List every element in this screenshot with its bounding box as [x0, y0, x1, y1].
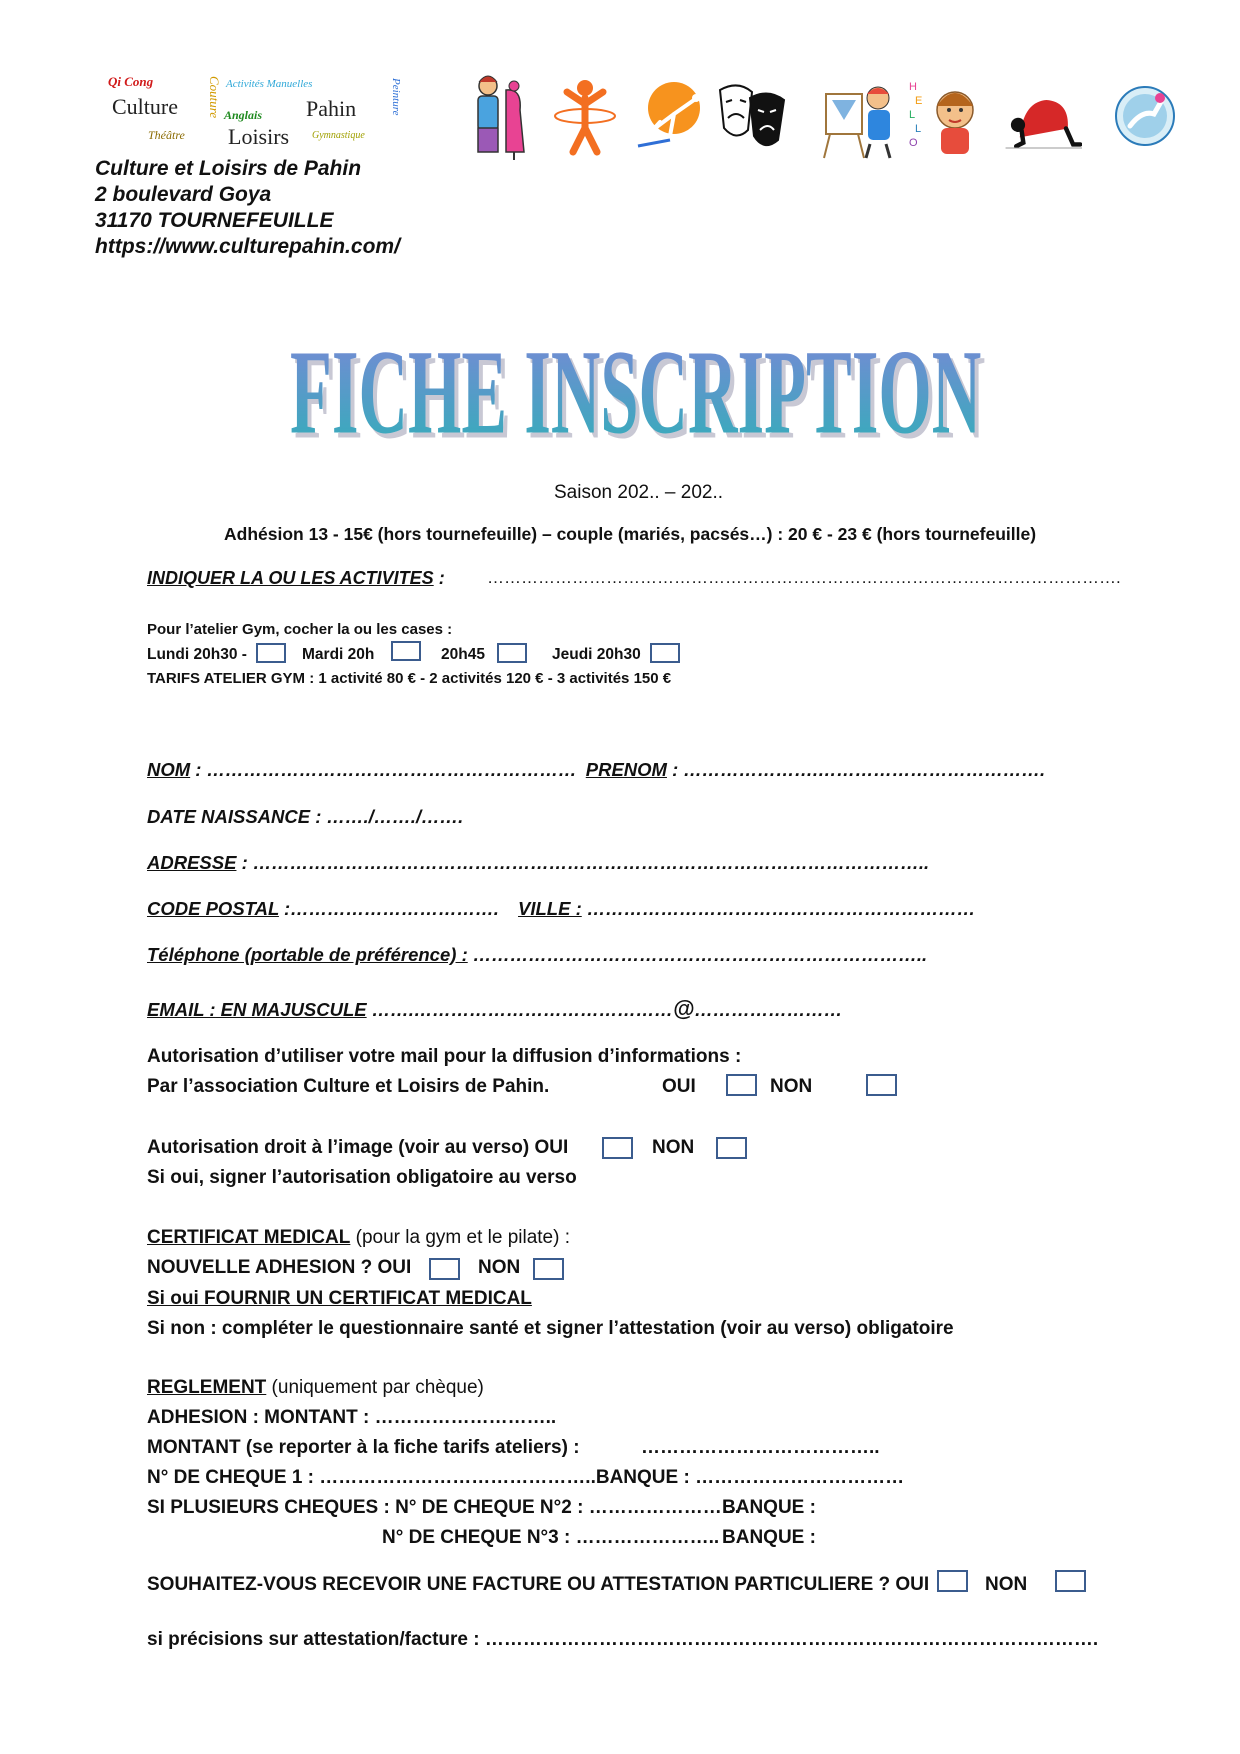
email-domain-field[interactable]: ……………………: [694, 999, 843, 1020]
logo-qi-cong: Qi Cong: [108, 74, 154, 89]
nom-field[interactable]: : ……………………………………………………: [190, 759, 577, 780]
nouvelle-adhesion-oui-checkbox[interactable]: [429, 1258, 460, 1280]
form-title-text: FICHE INSCRIPTION: [290, 324, 982, 455]
image-autorisation-line2: Si oui, signer l’autorisation obligatoire au verso: [147, 1167, 577, 1188]
reglement-label: REGLEMENT: [147, 1377, 267, 1398]
svg-text:L: L: [915, 123, 922, 135]
form-title: [290, 305, 1010, 455]
logo-theatre: Théâtre: [148, 128, 185, 142]
image-non-checkbox[interactable]: [716, 1137, 747, 1159]
reglement-banque3: BANQUE :: [722, 1527, 816, 1548]
nouvelle-adhesion-non-checkbox[interactable]: [533, 1258, 564, 1280]
mail-oui-checkbox[interactable]: [726, 1074, 757, 1096]
reglement-cheque2[interactable]: SI PLUSIEURS CHEQUES : N° DE CHEQUE N°2 : ……………………: [147, 1497, 741, 1518]
logo-culture: Culture: [112, 94, 178, 119]
association-logo: [104, 72, 414, 156]
reglement-rest: (uniquement par chèque): [266, 1377, 484, 1398]
prenom-field[interactable]: : ………………….……………………………….: [666, 759, 1046, 780]
reglement-adhesion-montant[interactable]: ADHESION : MONTANT : ………………………..: [147, 1407, 557, 1428]
cp-ville-row: [147, 898, 975, 920]
activites-sep: :: [433, 568, 445, 588]
adresse-field[interactable]: : ………………………………………………………………………………………………..: [236, 852, 930, 873]
svg-text:E: E: [915, 95, 923, 107]
facture-oui-checkbox[interactable]: [937, 1570, 968, 1592]
svg-text:O: O: [909, 137, 918, 149]
email-field[interactable]: …….……………………………………: [366, 999, 673, 1020]
certificat-si-oui: Si oui FOURNIR UN CERTIFICAT MEDICAL: [147, 1288, 532, 1309]
hello-child-icon: [905, 70, 985, 162]
gym-jeudi-label: Jeudi 20h30: [552, 646, 641, 663]
reglement-montant-field[interactable]: ………………………………..: [641, 1437, 880, 1458]
logo-activites-manuelles: Activités Manuelles: [226, 78, 313, 90]
adresse-row: [147, 852, 929, 874]
activites-field[interactable]: ………………………………………………………………………………………………….: [487, 568, 1121, 587]
facture-non-label: NON: [985, 1574, 1028, 1595]
ville-field[interactable]: ………………………………………………………: [581, 898, 976, 919]
image-non-label: NON: [652, 1137, 695, 1158]
telephone-row: [147, 944, 927, 966]
logo-couture: Couture: [207, 76, 222, 119]
reglement-row: [147, 1377, 484, 1399]
facture-precisions[interactable]: si précisions sur attestation/facture : …………………………………………………………………………………….: [147, 1629, 1099, 1650]
gym-lundi-checkbox[interactable]: [256, 643, 286, 663]
logo-peinture: Peinture: [390, 78, 402, 116]
ville-label: VILLE :: [518, 898, 582, 919]
email-hint: EN MAJUSCULE: [215, 999, 367, 1020]
org-website: https://www.culturepahin.com/: [95, 235, 400, 258]
reglement-banque2: BANQUE :: [722, 1497, 816, 1518]
mail-autorisation-line1: Autorisation d’utiliser votre mail pour la diffusion d’informations :: [147, 1046, 742, 1067]
email-at-sign: @: [672, 996, 695, 1021]
gym-mardi-checkbox[interactable]: [391, 641, 421, 661]
logo-loisirs: Loisirs: [228, 124, 290, 149]
adresse-label: ADRESSE: [147, 852, 237, 873]
org-street: 2 boulevard Goya: [95, 183, 272, 206]
mail-non-label: NON: [770, 1076, 813, 1097]
gym-2045-label: 20h45: [441, 646, 485, 663]
nom-label: NOM: [147, 759, 191, 780]
reglement-cheque3[interactable]: N° DE CHEQUE N°3 : …………………..: [382, 1527, 720, 1548]
adhesion-line: Adhésion 13 - 15€ (hors tournefeuille) – couple (mariés, pacsés…) : 20 € - 23 € (hors tournefeuille): [224, 524, 1037, 544]
nouvelle-adhesion-label: NOUVELLE ADHESION ? OUI: [147, 1257, 412, 1278]
org-name: Culture et Loisirs de Pahin: [95, 157, 362, 180]
image-autorisation-line1: Autorisation droit à l’image (voir au verso) OUI: [147, 1137, 569, 1158]
certificat-label: CERTIFICAT MEDICAL: [147, 1227, 351, 1248]
activites-row: [147, 568, 445, 589]
org-city: 31170 TOURNEFEUILLE: [95, 209, 334, 232]
gym-lundi-label: Lundi 20h30 -: [147, 646, 247, 663]
reglement-cheque1[interactable]: N° DE CHEQUE 1 : ……………………………………..BANQUE : ……………………………: [147, 1467, 905, 1488]
email-row: [147, 996, 842, 1022]
date-naissance-field[interactable]: DATE NAISSANCE : ……./……./…….: [147, 806, 464, 827]
email-label: EMAIL :: [147, 999, 216, 1020]
certificat-si-non: Si non : compléter le questionnaire santé et signer l’attestation (voir au verso) obligatoire: [147, 1318, 954, 1339]
gym-jeudi-checkbox[interactable]: [650, 643, 680, 663]
painter-child-icon: [820, 70, 900, 162]
gym-figure-icon: [630, 70, 710, 162]
hoop-dancer-icon: [545, 70, 625, 162]
gym-2045-checkbox[interactable]: [497, 643, 527, 663]
gym-tarifs: TARIFS ATELIER GYM : 1 activité 80 € - 2 activités 120 € - 3 activités 150 €: [147, 670, 672, 687]
mail-oui-label: OUI: [662, 1076, 696, 1097]
telephone-field[interactable]: ………………………………………………………………..: [467, 944, 928, 965]
logo-pahin: Pahin: [306, 96, 357, 121]
activites-label: INDIQUER LA OU LES ACTIVITES: [147, 568, 434, 588]
facture-question: SOUHAITEZ-VOUS RECEVOIR UNE FACTURE OU ATTESTATION PARTICULIERE ? OUI: [147, 1574, 930, 1595]
svg-text:L: L: [909, 109, 916, 121]
mail-autorisation-line2: Par l’association Culture et Loisirs de Pahin.: [147, 1076, 550, 1097]
theatre-masks-icon: [712, 70, 792, 162]
couture-icon: [462, 70, 542, 162]
nom-row: [147, 759, 1045, 781]
code-postal-label: CODE POSTAL: [147, 898, 279, 919]
saison-line: Saison 202.. – 202..: [554, 482, 724, 503]
gym-mardi-label: Mardi 20h: [302, 646, 375, 663]
logo-anglais: Anglais: [224, 108, 263, 122]
stretching-icon: [1002, 70, 1082, 162]
logo-gymnastique: Gymnastique: [312, 130, 365, 141]
prenom-label: PRENOM: [585, 759, 667, 780]
svg-text:H: H: [909, 81, 917, 93]
code-postal-field[interactable]: :…………………………….: [278, 898, 499, 919]
facture-non-checkbox[interactable]: [1055, 1570, 1086, 1592]
image-oui-checkbox[interactable]: [602, 1137, 633, 1159]
yoga-ball-icon: [1112, 70, 1178, 162]
gym-intro: Pour l’atelier Gym, cocher la ou les cases :: [147, 621, 453, 638]
certificat-rest: (pour la gym et le pilate) :: [350, 1227, 571, 1248]
telephone-label: Téléphone (portable de préférence) :: [147, 944, 468, 965]
reglement-montant-label: MONTANT (se reporter à la fiche tarifs ateliers) :: [147, 1437, 580, 1458]
nouvelle-adhesion-non-label: NON: [478, 1257, 521, 1278]
form-title-shadow: FICHE INSCRIPTION: [294, 329, 986, 455]
mail-non-checkbox[interactable]: [866, 1074, 897, 1096]
certificat-row: [147, 1227, 570, 1249]
